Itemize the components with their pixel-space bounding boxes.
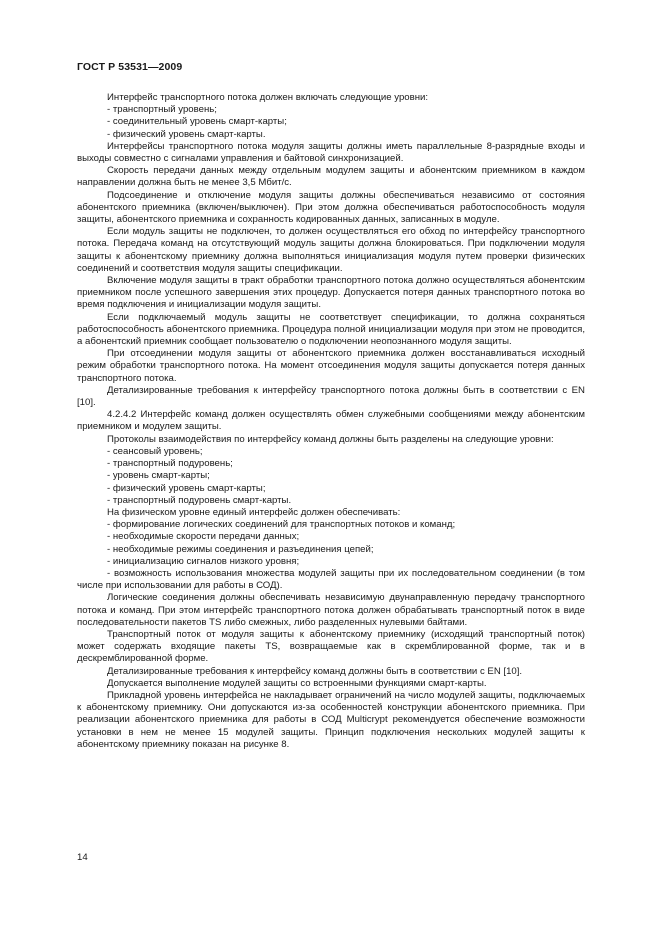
list-item: - формирование логических соединений для транспортных потоков и команд;: [107, 519, 456, 531]
list-item: - транспортный подуровень;: [107, 458, 233, 470]
paragraph: Прикладной уровень интерфейса не накладывает ограничений на число модулей защиты, подключаемых к абонентскому приемнику. Они допускаются из-за особенностей конструкции абонентского приемника. При реализации абонентского приемника для работы в СОД Multicrypt рекомендуется обеспечение возможности установки в нем не менее 15 модулей защиты. Принцип подключения нескольких модулей защиты к абонентскому приемнику показан на рисунке 8.: [77, 689, 585, 750]
paragraph: Детализированные требования к интерфейсу транспортного потока должны быть в соответствии с EN [10].: [77, 384, 585, 409]
list-item: - необходимые скорости передачи данных;: [107, 531, 300, 543]
list-item: - транспортный уровень;: [107, 104, 217, 116]
list-item: - физический уровень смарт-карты.: [107, 128, 266, 140]
list-item: - транспортный подуровень смарт-карты.: [107, 494, 292, 506]
list-item: - сеансовый уровень;: [107, 445, 203, 457]
paragraph: Логические соединения должны обеспечивать независимую двунаправленную передачу транспортного потока и команд. При этом интерфейс транспортного потока должен обрабатывать транспортный поток в виде последовательности пакетов TS либо смежных, либо разделенных нулевыми байтами.: [77, 592, 585, 628]
paragraph: Включение модуля защиты в тракт обработки транспортного потока должно осуществляться абонентским приемником после успешного завершения этих процедур. Допускается потеря данных транспортного потока во время подключения и инициализации модуля защиты.: [77, 275, 585, 311]
paragraph: На физическом уровне единый интерфейс должен обеспечивать:: [107, 506, 401, 518]
list-item: - необходимые режимы соединения и разъединения цепей;: [107, 543, 374, 555]
paragraph: Допускается выполнение модулей защиты со встроенными функциями смарт-карты.: [107, 677, 487, 689]
paragraph: Если модуль защиты не подключен, то должен осуществляться его обход по интерфейсу транспортного потока. Передача команд на отсутствующий модуль защиты должна блокироваться. При подключении модуля защиты к абонентскому приемнику должна выполняться инициализация модуля путем проверки физических соединений и соответствия модуля защиты спецификации.: [77, 226, 585, 274]
paragraph: Интерфейсы транспортного потока модуля защиты должны иметь параллельные 8-разрядные входы и выходы совместно с сигналами управления и байтовой синхронизацией.: [77, 140, 585, 165]
paragraph: Протоколы взаимодействия по интерфейсу команд должны быть разделены на следующие уровни:: [107, 433, 554, 445]
paragraph: 4.2.4.2 Интерфейс команд должен осуществлять обмен служебными сообщениями между абонентским приемником и модулем защиты.: [77, 409, 585, 433]
paragraph: Транспортный поток от модуля защиты к абонентскому приемнику (исходящий транспортный поток) может содержать входящие пакеты TS, возвращаемые как в скремблированной форме, так и в дескремблированной форме.: [77, 628, 585, 665]
list-item: - физический уровень смарт-карты;: [107, 482, 266, 494]
page-number: 14: [77, 852, 88, 863]
paragraph: - возможность использования множества модулей защиты при их последовательном соединении (в том числе при использовании для работы в СОД).: [77, 567, 585, 592]
document-header: ГОСТ Р 53531—2009: [77, 61, 183, 73]
paragraph: При отсоединении модуля защиты от абонентского приемника должен восстанавливаться исходный режим обработки транспортного потока. На момент отсоединения модуля защиты допускается потеря данных транспортного потока.: [77, 348, 585, 384]
paragraph: Подсоединение и отключение модуля защиты должны обеспечиваться независимо от состояния абонентского приемника (включен/выключен). При этом должна обеспечиваться работоспособность модуля защиты, абонентского приемника и сохранность кодированных данных, записанных в модуле.: [77, 189, 585, 226]
paragraph: Если подключаемый модуль защиты не соответствует спецификации, то должна сохраняться работоспособность абонентского приемника. Процедура полной инициализации модуля при этом не проводится, а абонентский приемник сообщает пользователю о подключении неопознанного модуля защиты.: [77, 311, 585, 348]
list-item: - инициализацию сигналов низкого уровня;: [107, 555, 300, 567]
list-item: - уровень смарт-карты;: [107, 470, 210, 482]
paragraph: Детализированные требования к интерфейсу команд должны быть в соответствии с EN [10].: [107, 665, 523, 677]
document-body: [77, 92, 585, 751]
paragraph: Скорость передачи данных между отдельным модулем защиты и абонентским приемником в каждом направлении должна быть не менее 3,5 Мбит/с.: [77, 165, 585, 189]
list-item: - соединительный уровень смарт-карты;: [107, 116, 287, 128]
paragraph: Интерфейс транспортного потока должен включать следующие уровни:: [107, 92, 429, 103]
